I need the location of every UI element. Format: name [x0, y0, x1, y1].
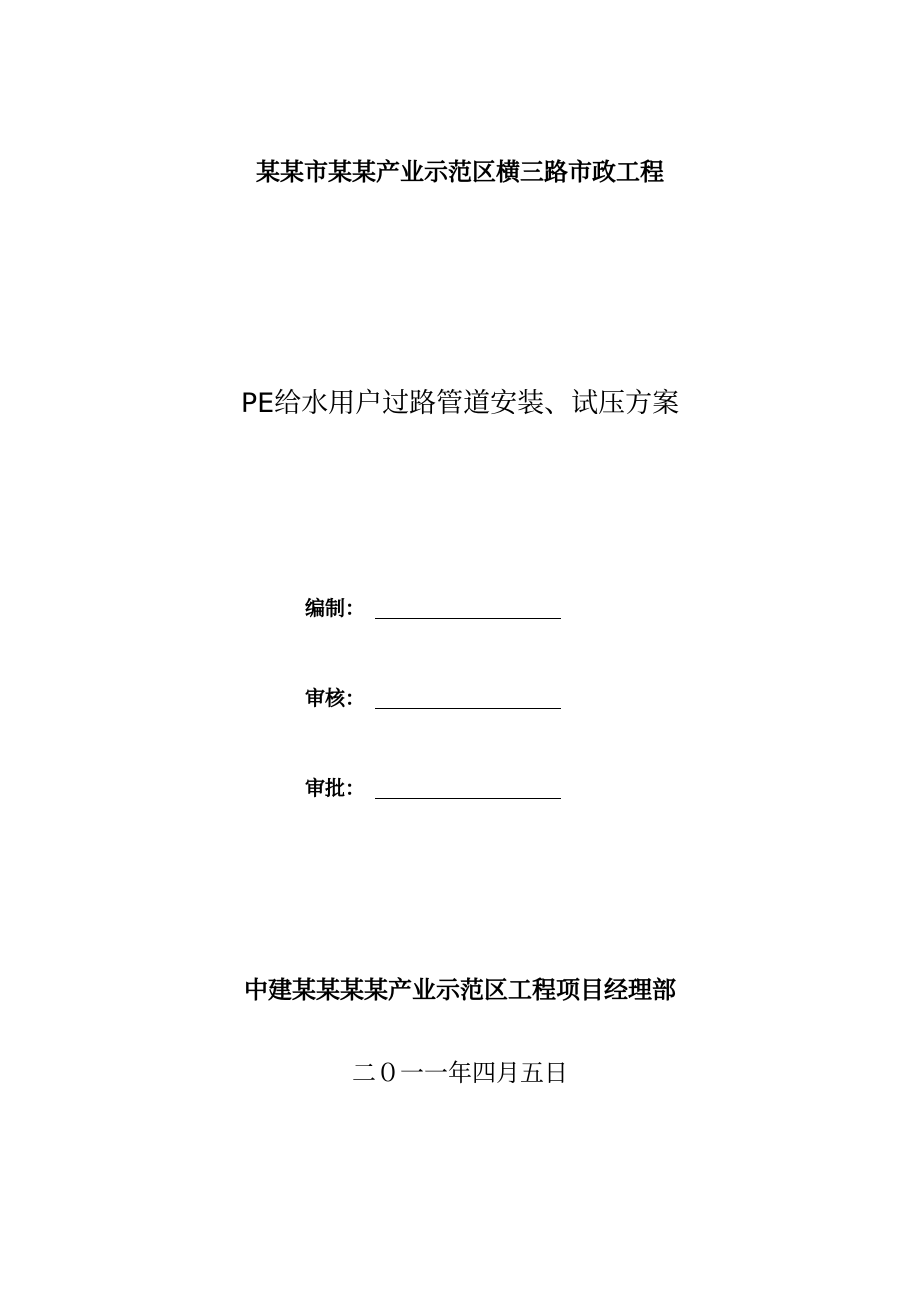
- signature-row-reviewed-by: [305, 680, 565, 716]
- signature-label: 编制：: [305, 596, 365, 620]
- document-title: PE给水用户过路管道安装、试压方案: [240, 388, 680, 419]
- project-title: 某某市某某产业示范区横三路市政工程: [256, 157, 664, 186]
- signature-blank-line: [375, 798, 561, 799]
- signature-label: 审批：: [305, 776, 365, 800]
- signature-label: 审核：: [305, 686, 365, 710]
- signature-blank-line: [375, 708, 561, 709]
- signature-row-approved-by: [305, 770, 565, 806]
- signature-blank-line: [375, 618, 561, 619]
- organization-name: 中建某某某某产业示范区工程项目经理部: [244, 975, 676, 1004]
- document-date: 二０一一年四月五日: [352, 1059, 568, 1087]
- signature-row-compiled-by: [305, 590, 565, 626]
